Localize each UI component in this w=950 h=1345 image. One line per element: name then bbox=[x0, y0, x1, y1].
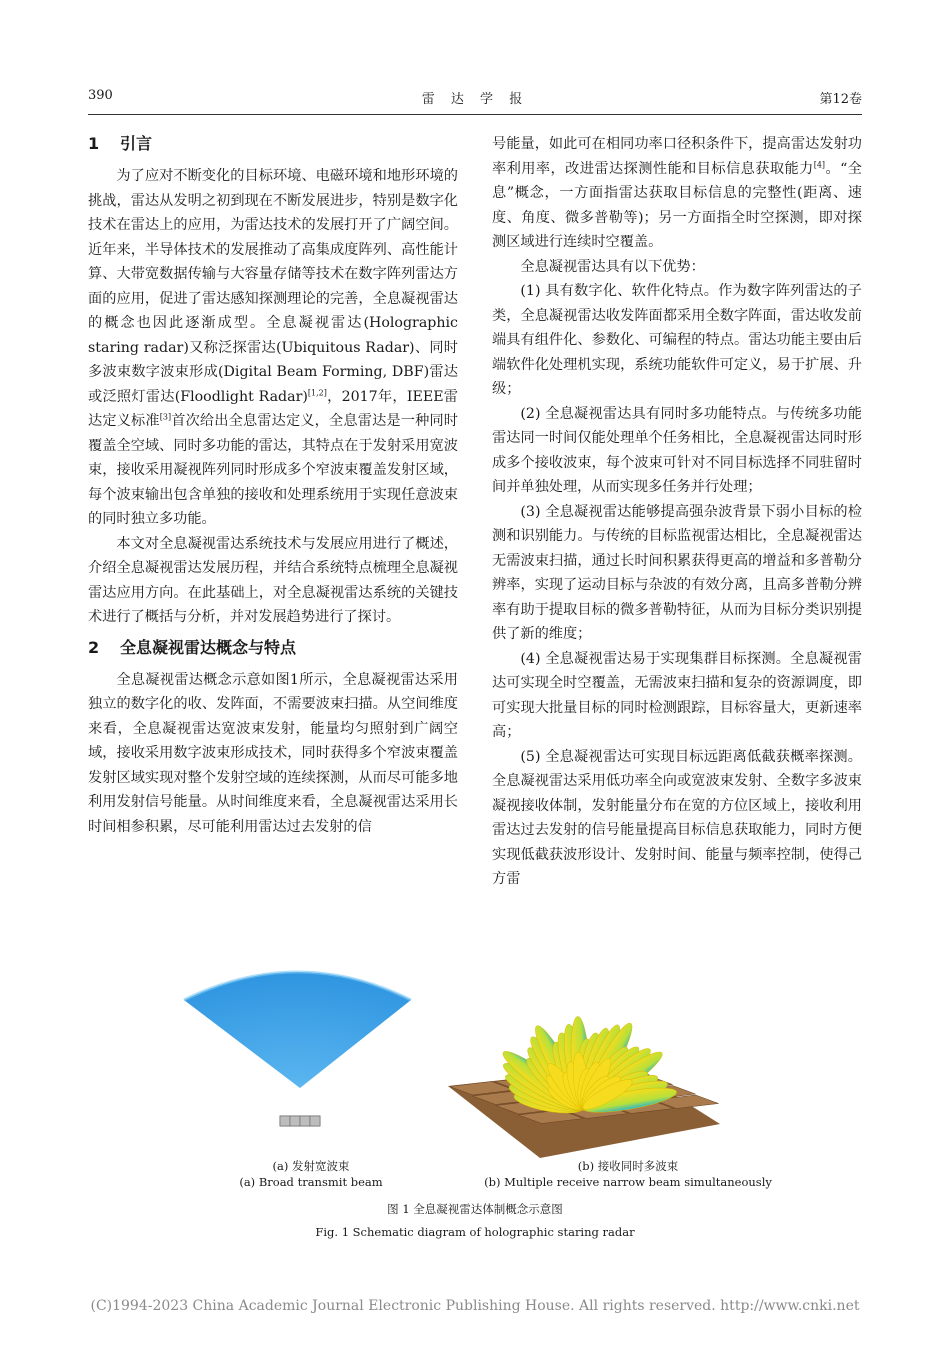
section-heading-1 bbox=[88, 132, 458, 158]
figure-caption-cn: 图 1 全息凝视雷达体制概念示意图 bbox=[387, 1202, 563, 1216]
paragraph: 全息凝视雷达具有以下优势： bbox=[520, 258, 705, 275]
paragraph bbox=[492, 132, 862, 255]
paragraph-text: 为了应对不断变化的目标环境、电磁环境和地形环境的挑战，雷达从发明之初到现在不断发展进步，特别是数字化技术在雷达上的应用，为雷达技术的发展打开了广阔空间。近年来，半导体技术的发展推动了高集成度阵列、高性能计算、大带宽数据传输与大容量存储等技术在数字阵列雷达方面的应用，促进了雷达感知探测理论的完善，全息凝视雷达的概念也因此逐渐成型。全息凝视雷达(Holographic staring radar)又称泛探雷达(Ubiquitous Radar)、同时多波束数字波束形成(Digital Beam Forming, DBF)雷达或泛照灯雷达(Floodlight Radar) bbox=[88, 168, 458, 405]
running-header bbox=[88, 88, 862, 112]
receive-beam-lobes bbox=[498, 1016, 678, 1117]
header-rule bbox=[88, 114, 862, 115]
section-heading-2 bbox=[88, 636, 458, 662]
paragraph: (2) 全息凝视雷达具有同时多功能特点。与传统多功能雷达同一时间仅能处理单个任务相比，全息凝视雷达同时形成多个接收波束，每个波束可针对不同目标选择不同驻留时间并单独处理，从而实现多任务并行处理； bbox=[492, 405, 862, 495]
subcaption-a-cn: (a) 发射宽波束 bbox=[272, 1159, 350, 1173]
section-title: 引言 bbox=[120, 134, 153, 153]
paragraph: (4) 全息凝视雷达易于实现集群目标探测。全息凝视雷达可实现全时空覆盖，无需波束扫描和复杂的资源调度，即可实现大批量目标的同时检测跟踪，目标容量大，更新速率高； bbox=[492, 650, 862, 740]
paragraph: (5) 全息凝视雷达可实现目标远距离低截获概率探测。全息凝视雷达采用低功率全向或宽波束发射、全数字多波束凝视接收体制，发射能量分布在宽的方位区域上，接收利用雷达过去发射的信号能量提高目标信息获取能力，同时方便实现低截获波形设计、发射时间、能量与频率控制，使得己方雷 bbox=[492, 748, 862, 887]
subcaption-a-en: (a) Broad transmit beam bbox=[239, 1175, 383, 1189]
right-column bbox=[492, 132, 862, 892]
paragraph bbox=[88, 164, 458, 532]
left-column bbox=[88, 132, 458, 839]
paragraph: (3) 全息凝视雷达能够提高强杂波背景下弱小目标的检测和识别能力。与传统的目标监视雷达相比，全息凝视雷达无需波束扫描，通过长时间积累获得更高的增益和多普勒分辨率，实现了运动目标与杂波的有效分离，且高多普勒分辨率有助于提取目标的微多普勒特征，从而为目标分类识别提供了新的维度； bbox=[492, 503, 862, 642]
paragraph: 本文对全息凝视雷达系统技术与发展应用进行了概述，介绍全息凝视雷达发展历程，并结合系统特点梳理全息凝视雷达应用方向。在此基础上，对全息凝视雷达系统的关键技术进行了概括与分析，并对发展趋势进行了探讨。 bbox=[88, 535, 458, 625]
figure-1 bbox=[88, 948, 862, 1248]
subcaption-b-cn: (b) 接收同时多波束 bbox=[577, 1159, 679, 1173]
citation: [4] bbox=[813, 159, 826, 169]
paragraph: (1) 具有数字化、软件化特点。作为数字阵列雷达的子类，全息凝视雷达收发阵面都采用全数字阵面，雷达收发前端具有组件化、参数化、可编程的特点。雷达功能主要由后端软件化处理机实现，系统功能软件可定义，易于扩展、升级； bbox=[492, 283, 862, 397]
paragraph-text: 首次给出全息雷达定义，全息雷达是一种同时覆盖全空域、同时多功能的雷达，其特点在于发射采用宽波束，接收采用凝视阵列同时形成多个窄波束覆盖发射区域，每个波束输出包含单独的接收和处理系统用于实现任意波束的同时独立多功能。 bbox=[88, 413, 458, 527]
journal-title: 雷 达 学 报 bbox=[421, 92, 529, 107]
page-number: 390 bbox=[88, 88, 113, 103]
paragraph: 全息凝视雷达概念示意如图1所示，全息凝视雷达采用独立的数字化的收、发阵面，不需要波束扫描。从空间维度来看，全息凝视雷达宽波束发射，能量均匀照射到广阔空域，接收采用数字波束形成技术，同时获得多个窄波束覆盖发射区域实现对整个发射空域的连续探测，从而尽可能多地利用发射信号能量。从时间维度来看，全息凝视雷达采用长时间相参积累，尽可能利用雷达过去发射的信 bbox=[88, 671, 458, 835]
citation: [1,2] bbox=[307, 387, 327, 397]
paragraph-text: ，2017年，IEEE雷达定义标准 bbox=[88, 388, 458, 429]
volume-label: 第12卷 bbox=[819, 92, 862, 107]
figure-caption-en: Fig. 1 Schematic diagram of holographic staring radar bbox=[315, 1225, 635, 1239]
citation: [3] bbox=[159, 412, 172, 422]
section-title: 全息凝视雷达概念与特点 bbox=[120, 637, 297, 657]
copyright-footer: (C)1994-2023 China Academic Journal Electronic Publishing House. All rights reserved. http://www.cnki.net bbox=[90, 1298, 860, 1314]
paragraph-text: 。“全息”概念，一方面指雷达获取目标信息的完整性(距离、速度、角度、微多普勒等)；另一方面指全时空探测，即对探测区域进行连续时空覆盖。 bbox=[492, 160, 862, 250]
transmit-array bbox=[280, 1116, 320, 1126]
subcaption-b-en: (b) Multiple receive narrow beam simultaneously bbox=[484, 1175, 772, 1189]
broad-transmit-beam bbox=[184, 972, 411, 1088]
paragraph-text: 号能量，如此可在相同功率口径积条件下，提高雷达发射功率利用率，改进雷达探测性能和目标信息获取能力 bbox=[492, 136, 862, 177]
subcaption-b bbox=[468, 1158, 788, 1190]
section-number: 1 bbox=[88, 134, 100, 153]
subcaption-a bbox=[196, 1158, 426, 1190]
figure-caption bbox=[88, 1201, 862, 1240]
section-number: 2 bbox=[88, 637, 100, 657]
